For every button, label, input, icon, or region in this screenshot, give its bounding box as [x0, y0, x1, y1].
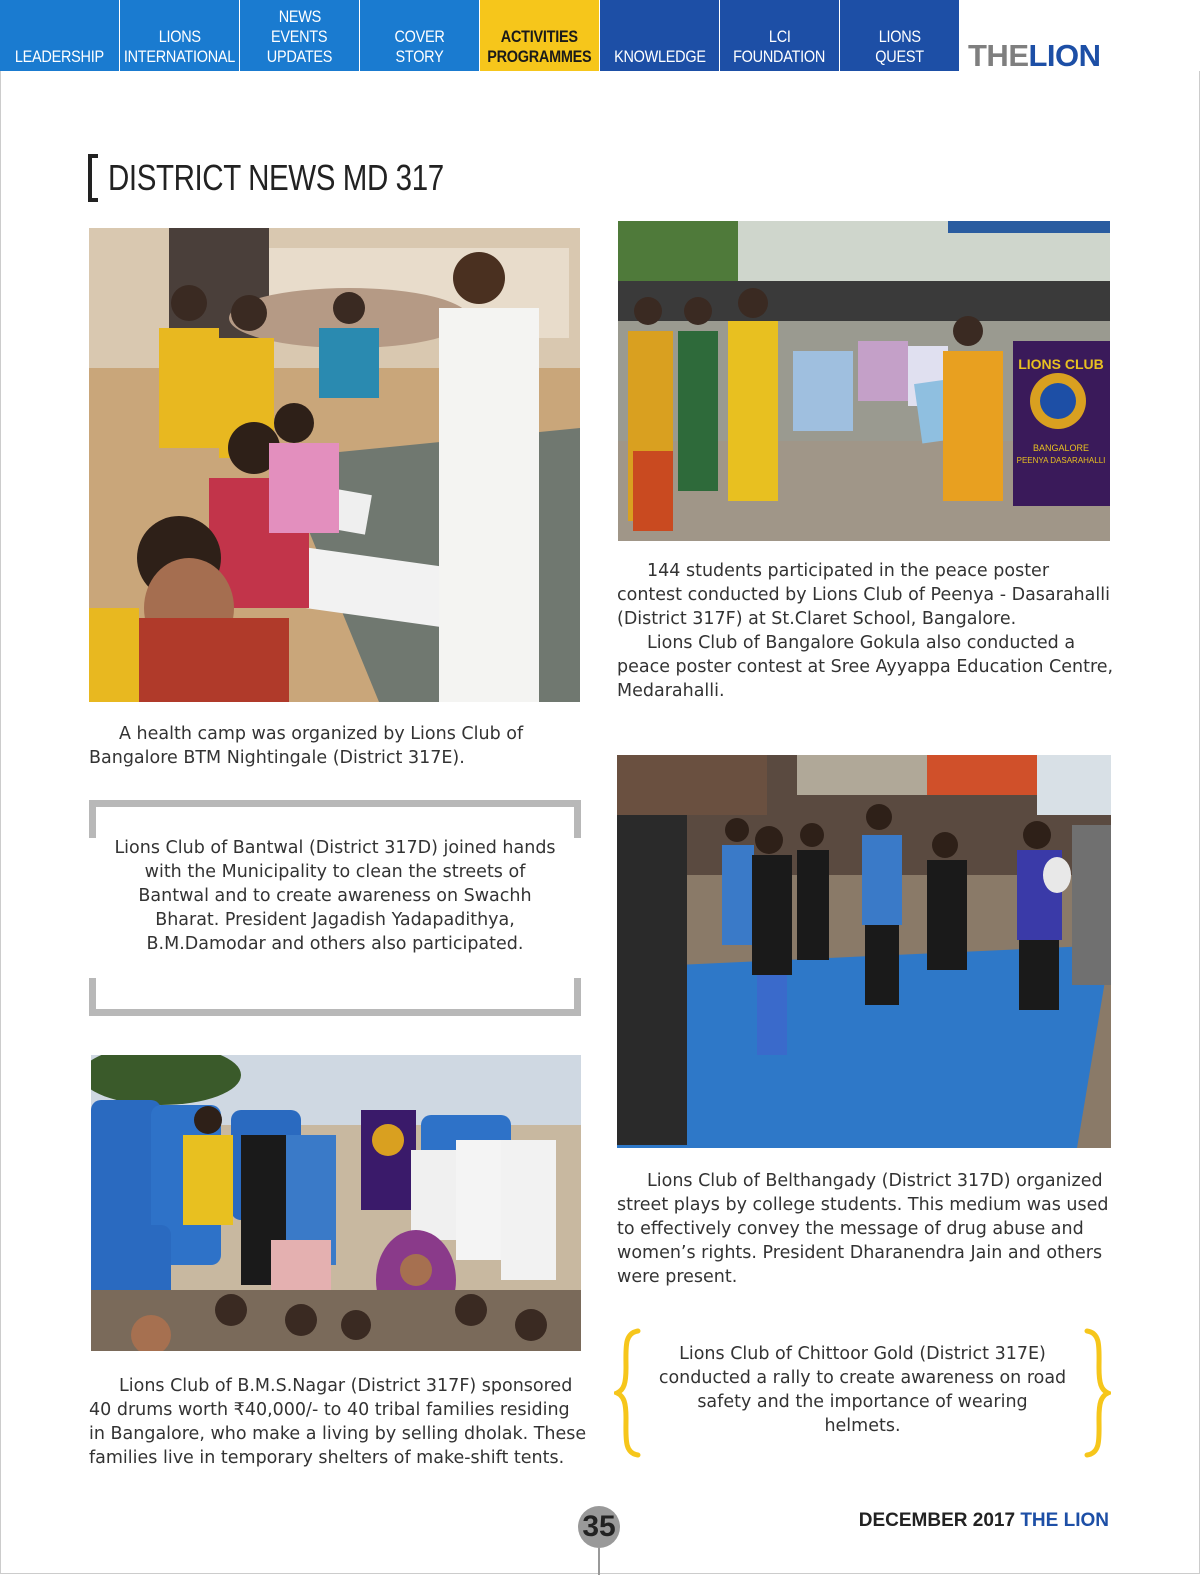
page-number: 35 [578, 1506, 620, 1548]
nav-tab-knowledge[interactable]: KNOWLEDGE [600, 0, 719, 71]
footer-issue: DECEMBER 2017 THE LION [858, 1510, 1109, 1531]
heading-bracket [88, 154, 98, 202]
drums-donation-photo [91, 1055, 581, 1351]
svg-text:BANGALORE: BANGALORE [1032, 443, 1090, 453]
health-camp-photo [89, 228, 580, 702]
svg-text:LIONS CLUB: LIONS CLUB [1018, 356, 1104, 372]
left-brace-icon [614, 1328, 644, 1458]
bms-nagar-caption: Lions Club of B.M.S.Nagar (District 317F) sponsored 40 drums worth ₹40,000/- to 40 tribal families residing in Bangalore, who make a living by selling dholak. These families live in temporary shelters of make-shift tents. [89, 1376, 587, 1468]
right-brace-icon [1081, 1328, 1111, 1458]
peace-poster-photo [618, 221, 1110, 541]
svg-text:PEENYA DASARAHALLI: PEENYA DASARAHALLI [1016, 456, 1106, 465]
page-number-line [598, 1548, 600, 1575]
section-heading [88, 152, 517, 204]
nav-tab-lions-quest[interactable]: LIONS QUEST [840, 0, 959, 71]
health-camp-caption: A health camp was organized by Lions Club of Bangalore BTM Nightingale (District 317E). [89, 724, 524, 768]
nav-tab-news-events-updates[interactable]: NEWS EVENTS UPDATES [240, 0, 359, 71]
belthangady-caption: Lions Club of Belthangady (District 317D) organized street plays by college students. This medium was used to effectively convey the message of drug abuse and women’s rights. President Dharanendra Jain and others were present. [617, 1171, 1109, 1287]
top-nav [0, 0, 965, 71]
page-title: DISTRICT NEWS MD 317 [108, 157, 444, 198]
nav-tab-activities-programmes[interactable]: ACTIVITIES PROGRAMMES [480, 0, 599, 71]
chittoor-callout [614, 1328, 1111, 1458]
nav-tab-lions-international[interactable]: LIONS INTERNATIONAL [120, 0, 239, 71]
bantwal-text: Lions Club of Bantwal (District 317D) joined hands with the Municipality to clean the streets of Bantwal and to create awareness on Swachh Bharat. President Jagadish Yadapadithya, B.M.Damodar and others also participated. [114, 838, 556, 954]
street-play-photo [617, 755, 1111, 1148]
nav-tab-leadership[interactable]: LEADERSHIP [0, 0, 119, 71]
nav-tab-lci-foundation[interactable]: LCI FOUNDATION [720, 0, 839, 71]
magazine-logo: THELION [968, 38, 1101, 73]
bantwal-callout [89, 800, 581, 1016]
chittoor-text: Lions Club of Chittoor Gold (District 317E) conducted a rally to create awareness on road safety and the importance of wearing helmets. [658, 1344, 1067, 1436]
peace-poster-caption: 144 students participated in the peace poster contest conducted by Lions Club of Peenya - Dasarahalli (District 317F) at St.Claret School, Bangalore. Lions Club of Bangalore Gokula also conducted a peace poster contest at Sree Ayyappa Education Centre, Medarahalli. [617, 561, 1114, 701]
nav-tab-cover-story[interactable]: COVER STORY [360, 0, 479, 71]
